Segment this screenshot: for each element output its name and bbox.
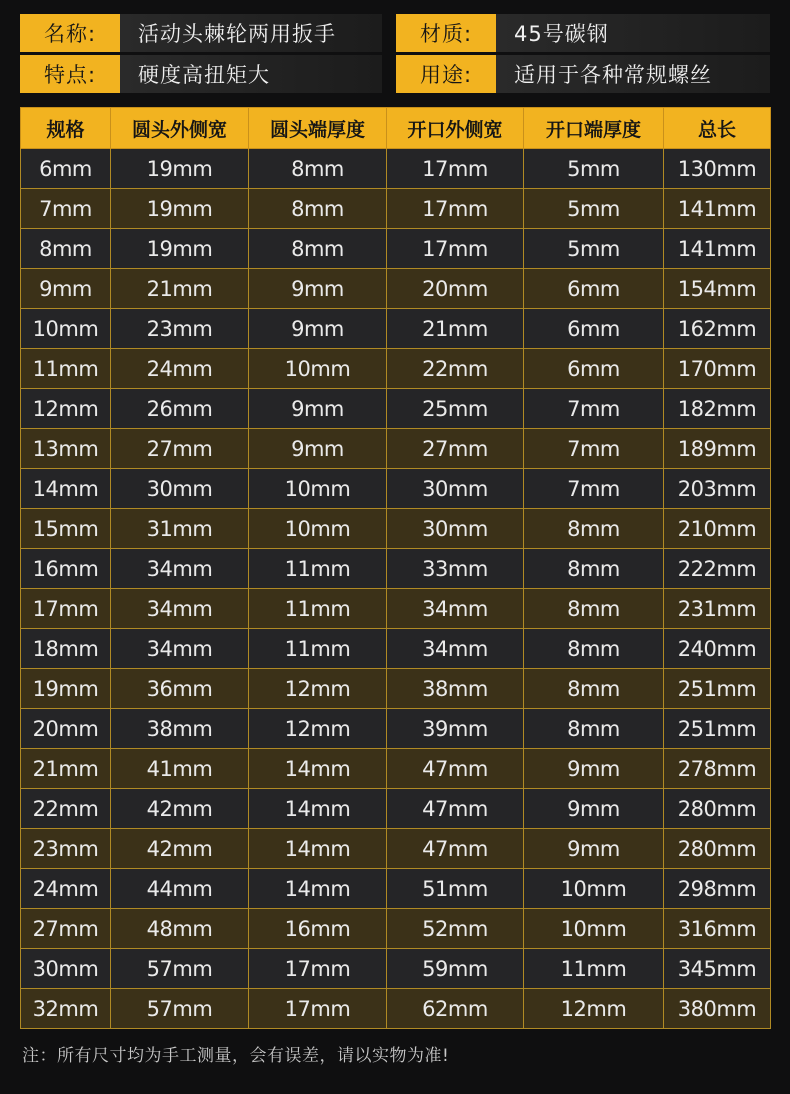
table-cell: 12mm: [524, 989, 664, 1029]
table-cell: 14mm: [249, 829, 387, 869]
table-cell: 19mm: [111, 229, 249, 269]
table-cell: 10mm: [249, 469, 387, 509]
table-row: [21, 789, 771, 829]
table-cell: 141mm: [664, 229, 771, 269]
table-cell: 8mm: [524, 629, 664, 669]
table-cell: 10mm: [524, 869, 664, 909]
table-cell: 21mm: [387, 309, 524, 349]
table-cell: 5mm: [524, 149, 664, 189]
header-cell: 规格: [21, 108, 111, 149]
table-cell: 57mm: [111, 949, 249, 989]
table-row: [21, 749, 771, 789]
table-cell: 39mm: [387, 709, 524, 749]
table-cell: 8mm: [249, 189, 387, 229]
table-cell: 5mm: [524, 189, 664, 229]
table-cell: 24mm: [21, 869, 111, 909]
table-cell: 21mm: [21, 749, 111, 789]
header-cell: 圆头端厚度: [249, 108, 387, 149]
table-cell: 9mm: [21, 269, 111, 309]
name-value: 活动头棘轮两用扳手: [120, 14, 382, 52]
table-cell: 57mm: [111, 989, 249, 1029]
table-cell: 47mm: [387, 789, 524, 829]
table-cell: 10mm: [21, 309, 111, 349]
table-cell: 21mm: [111, 269, 249, 309]
table-row: [21, 149, 771, 189]
table-cell: 24mm: [111, 349, 249, 389]
table-row: [21, 469, 771, 509]
table-row: [21, 349, 771, 389]
table-cell: 18mm: [21, 629, 111, 669]
table-cell: 11mm: [21, 349, 111, 389]
feature-label: 特点:: [20, 55, 120, 93]
spec-table: [20, 107, 771, 1029]
table-cell: 7mm: [524, 389, 664, 429]
table-cell: 380mm: [664, 989, 771, 1029]
table-cell: 27mm: [387, 429, 524, 469]
table-row: [21, 229, 771, 269]
table-cell: 34mm: [111, 589, 249, 629]
table-cell: 345mm: [664, 949, 771, 989]
table-row: [21, 189, 771, 229]
table-cell: 6mm: [524, 269, 664, 309]
table-row: [21, 269, 771, 309]
table-cell: 27mm: [21, 909, 111, 949]
table-cell: 298mm: [664, 869, 771, 909]
table-row: [21, 669, 771, 709]
table-cell: 14mm: [21, 469, 111, 509]
table-cell: 12mm: [21, 389, 111, 429]
table-cell: 34mm: [387, 589, 524, 629]
table-cell: 16mm: [21, 549, 111, 589]
table-cell: 162mm: [664, 309, 771, 349]
table-cell: 27mm: [111, 429, 249, 469]
table-row: [21, 949, 771, 989]
table-cell: 8mm: [524, 709, 664, 749]
usage-label: 用途:: [396, 55, 496, 93]
table-cell: 182mm: [664, 389, 771, 429]
table-cell: 17mm: [249, 949, 387, 989]
table-cell: 13mm: [21, 429, 111, 469]
table-row: [21, 629, 771, 669]
table-cell: 8mm: [524, 549, 664, 589]
table-body: [21, 149, 771, 1029]
table-cell: 280mm: [664, 789, 771, 829]
table-cell: 11mm: [524, 949, 664, 989]
table-cell: 203mm: [664, 469, 771, 509]
table-cell: 316mm: [664, 909, 771, 949]
table-cell: 280mm: [664, 829, 771, 869]
table-cell: 8mm: [249, 149, 387, 189]
table-cell: 15mm: [21, 509, 111, 549]
table-cell: 34mm: [111, 549, 249, 589]
table-cell: 20mm: [387, 269, 524, 309]
header-cell: 开口端厚度: [524, 108, 664, 149]
table-cell: 30mm: [21, 949, 111, 989]
table-cell: 17mm: [387, 189, 524, 229]
table-cell: 17mm: [249, 989, 387, 1029]
table-cell: 130mm: [664, 149, 771, 189]
table-cell: 32mm: [21, 989, 111, 1029]
table-cell: 22mm: [21, 789, 111, 829]
table-cell: 9mm: [524, 749, 664, 789]
table-cell: 210mm: [664, 509, 771, 549]
table-cell: 12mm: [249, 669, 387, 709]
table-cell: 141mm: [664, 189, 771, 229]
table-cell: 189mm: [664, 429, 771, 469]
feature-value: 硬度高扭矩大: [120, 55, 382, 93]
table-cell: 19mm: [111, 189, 249, 229]
table-cell: 36mm: [111, 669, 249, 709]
table-cell: 42mm: [111, 789, 249, 829]
table-cell: 10mm: [249, 509, 387, 549]
table-cell: 278mm: [664, 749, 771, 789]
table-cell: 16mm: [249, 909, 387, 949]
table-cell: 47mm: [387, 829, 524, 869]
table-cell: 6mm: [524, 349, 664, 389]
table-cell: 48mm: [111, 909, 249, 949]
table-cell: 251mm: [664, 709, 771, 749]
table-header-row: [21, 108, 771, 149]
table-cell: 12mm: [249, 709, 387, 749]
header-cell: 圆头外侧宽: [111, 108, 249, 149]
table-cell: 38mm: [111, 709, 249, 749]
table-cell: 170mm: [664, 349, 771, 389]
table-cell: 14mm: [249, 869, 387, 909]
table-cell: 9mm: [249, 309, 387, 349]
table-cell: 22mm: [387, 349, 524, 389]
table-cell: 25mm: [387, 389, 524, 429]
table-cell: 51mm: [387, 869, 524, 909]
table-cell: 17mm: [21, 589, 111, 629]
table-cell: 240mm: [664, 629, 771, 669]
table-cell: 8mm: [524, 509, 664, 549]
table-row: [21, 589, 771, 629]
table-cell: 38mm: [387, 669, 524, 709]
table-cell: 7mm: [524, 469, 664, 509]
table-row: [21, 909, 771, 949]
product-info-panel: [20, 14, 770, 93]
table-cell: 20mm: [21, 709, 111, 749]
table-cell: 47mm: [387, 749, 524, 789]
table-cell: 9mm: [524, 829, 664, 869]
table-cell: 10mm: [249, 349, 387, 389]
table-cell: 31mm: [111, 509, 249, 549]
table-cell: 14mm: [249, 749, 387, 789]
material-label: 材质:: [396, 14, 496, 52]
table-cell: 251mm: [664, 669, 771, 709]
table-cell: 11mm: [249, 589, 387, 629]
table-cell: 41mm: [111, 749, 249, 789]
table-cell: 30mm: [111, 469, 249, 509]
table-row: [21, 709, 771, 749]
table-cell: 10mm: [524, 909, 664, 949]
table-cell: 8mm: [21, 229, 111, 269]
table-cell: 23mm: [21, 829, 111, 869]
table-row: [21, 829, 771, 869]
table-row: [21, 429, 771, 469]
table-cell: 8mm: [524, 589, 664, 629]
table-cell: 59mm: [387, 949, 524, 989]
table-cell: 30mm: [387, 509, 524, 549]
table-cell: 52mm: [387, 909, 524, 949]
table-cell: 9mm: [249, 269, 387, 309]
header-cell: 总长: [664, 108, 771, 149]
table-cell: 33mm: [387, 549, 524, 589]
table-cell: 7mm: [21, 189, 111, 229]
table-row: [21, 989, 771, 1029]
table-cell: 62mm: [387, 989, 524, 1029]
table-cell: 8mm: [524, 669, 664, 709]
measurement-note: 注：所有尺寸均为手工测量，会有误差，请以实物为准!: [22, 1046, 450, 1066]
table-cell: 222mm: [664, 549, 771, 589]
table-cell: 26mm: [111, 389, 249, 429]
table-cell: 6mm: [524, 309, 664, 349]
table-cell: 9mm: [249, 429, 387, 469]
table-cell: 23mm: [111, 309, 249, 349]
table-cell: 34mm: [387, 629, 524, 669]
table-cell: 30mm: [387, 469, 524, 509]
table-cell: 19mm: [111, 149, 249, 189]
table-cell: 11mm: [249, 549, 387, 589]
table-row: [21, 549, 771, 589]
table-cell: 7mm: [524, 429, 664, 469]
table-row: [21, 509, 771, 549]
material-value: 45号碳钢: [496, 14, 770, 52]
table-cell: 8mm: [249, 229, 387, 269]
table-row: [21, 389, 771, 429]
table-cell: 44mm: [111, 869, 249, 909]
table-cell: 17mm: [387, 229, 524, 269]
table-cell: 17mm: [387, 149, 524, 189]
table-cell: 9mm: [524, 789, 664, 829]
table-cell: 5mm: [524, 229, 664, 269]
table-cell: 19mm: [21, 669, 111, 709]
table-cell: 42mm: [111, 829, 249, 869]
table-cell: 9mm: [249, 389, 387, 429]
table-cell: 14mm: [249, 789, 387, 829]
name-label: 名称:: [20, 14, 120, 52]
table-row: [21, 869, 771, 909]
table-row: [21, 309, 771, 349]
table-cell: 154mm: [664, 269, 771, 309]
table-cell: 11mm: [249, 629, 387, 669]
table-cell: 231mm: [664, 589, 771, 629]
table-cell: 34mm: [111, 629, 249, 669]
table-cell: 6mm: [21, 149, 111, 189]
header-cell: 开口外侧宽: [387, 108, 524, 149]
usage-value: 适用于各种常规螺丝: [496, 55, 770, 93]
